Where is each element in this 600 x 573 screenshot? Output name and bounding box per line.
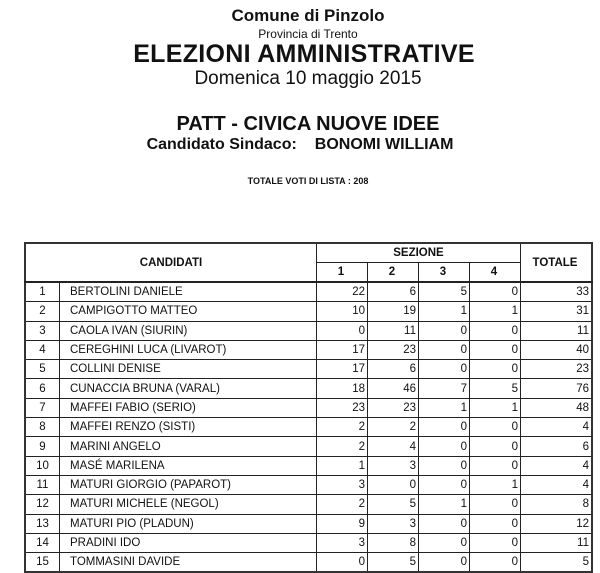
votes-sezione-2: 23 (368, 340, 419, 359)
votes-sezione-3: 1 (419, 398, 470, 417)
comune-title: Comune di Pinzolo (231, 6, 385, 25)
votes-sezione-3: 0 (419, 321, 470, 340)
votes-totale: 31 (521, 302, 593, 321)
votes-totale: 4 (521, 456, 593, 475)
row-number: 5 (25, 360, 60, 379)
table-row (25, 340, 592, 359)
table-row (25, 456, 592, 475)
votes-sezione-3: 1 (419, 302, 470, 321)
votes-sezione-3: 7 (419, 379, 470, 398)
row-number: 14 (25, 533, 60, 552)
candidate-name: TOMMASINI DAVIDE (60, 553, 317, 573)
votes-sezione-2: 11 (368, 321, 419, 340)
votes-sezione-2: 0 (368, 475, 419, 494)
votes-sezione-2: 23 (368, 398, 419, 417)
votes-sezione-1: 2 (317, 437, 368, 456)
votes-sezione-4: 0 (470, 437, 521, 456)
votes-sezione-3: 5 (419, 282, 470, 302)
votes-sezione-2: 3 (368, 514, 419, 533)
votes-sezione-1: 1 (317, 456, 368, 475)
header-totale: TOTALE (521, 243, 593, 282)
candidate-name: MARINI ANGELO (60, 437, 317, 456)
votes-sezione-2: 5 (368, 495, 419, 514)
candidate-name: CEREGHINI LUCA (LIVAROT) (60, 340, 317, 359)
candidate-name: BERTOLINI DANIELE (60, 282, 317, 302)
votes-sezione-4: 0 (470, 533, 521, 552)
votes-sezione-3: 0 (419, 360, 470, 379)
table-row (25, 475, 592, 494)
votes-sezione-4: 0 (470, 321, 521, 340)
votes-totale: 33 (521, 282, 593, 302)
votes-sezione-4: 0 (470, 495, 521, 514)
votes-sezione-2: 6 (368, 360, 419, 379)
votes-sezione-4: 0 (470, 418, 521, 437)
candidate-name: MATURI GIORGIO (PAPAROT) (60, 475, 317, 494)
mayor-candidate (0, 136, 600, 154)
votes-sezione-2: 46 (368, 379, 419, 398)
table-row (25, 282, 592, 302)
votes-totale: 11 (521, 321, 593, 340)
votes-totale: 8 (521, 495, 593, 514)
header-sezione-1: 1 (317, 263, 368, 283)
votes-totale: 12 (521, 514, 593, 533)
row-number: 7 (25, 398, 60, 417)
votes-sezione-3: 0 (419, 340, 470, 359)
votes-sezione-4: 0 (470, 456, 521, 475)
votes-totale: 76 (521, 379, 593, 398)
header-candidati: CANDIDATI (25, 243, 317, 282)
candidate-name: CUNACCIA BRUNA (VARAL) (60, 379, 317, 398)
table-row (25, 398, 592, 417)
mayor-candidate-label: Candidato Sindaco: (146, 136, 297, 153)
votes-totale: 6 (521, 437, 593, 456)
candidate-name: PRADINI IDO (60, 533, 317, 552)
votes-sezione-1: 18 (317, 379, 368, 398)
row-number: 4 (25, 340, 60, 359)
votes-totale: 4 (521, 475, 593, 494)
header-sezione-3: 3 (419, 263, 470, 283)
row-number: 12 (25, 495, 60, 514)
votes-sezione-4: 0 (470, 553, 521, 573)
list-name: PATT - CIVICA NUOVE IDEE (176, 113, 440, 135)
candidate-name: CAMPIGOTTO MATTEO (60, 302, 317, 321)
candidate-name: MASÉ MARILENA (60, 456, 317, 475)
table-row (25, 553, 592, 573)
votes-sezione-1: 22 (317, 282, 368, 302)
candidate-name: MATURI PIO (PLADUN) (60, 514, 317, 533)
table-row (25, 533, 592, 552)
header-sezione-2: 2 (368, 263, 419, 283)
table-row (25, 418, 592, 437)
votes-sezione-4: 1 (470, 398, 521, 417)
row-number: 1 (25, 282, 60, 302)
votes-sezione-2: 6 (368, 282, 419, 302)
election-date: Domenica 10 maggio 2015 (194, 68, 422, 89)
votes-sezione-2: 4 (368, 437, 419, 456)
votes-sezione-3: 0 (419, 514, 470, 533)
votes-sezione-1: 17 (317, 340, 368, 359)
votes-sezione-2: 19 (368, 302, 419, 321)
votes-sezione-1: 17 (317, 360, 368, 379)
row-number: 15 (25, 553, 60, 573)
votes-sezione-1: 0 (317, 321, 368, 340)
votes-totale: 11 (521, 533, 593, 552)
votes-totale: 40 (521, 340, 593, 359)
votes-sezione-1: 2 (317, 418, 368, 437)
votes-sezione-3: 0 (419, 418, 470, 437)
votes-sezione-1: 9 (317, 514, 368, 533)
table-row (25, 302, 592, 321)
votes-totale: 48 (521, 398, 593, 417)
votes-sezione-2: 3 (368, 456, 419, 475)
table-row (25, 495, 592, 514)
row-number: 2 (25, 302, 60, 321)
candidate-name: MAFFEI FABIO (SERIO) (60, 398, 317, 417)
votes-sezione-1: 3 (317, 475, 368, 494)
votes-sezione-2: 8 (368, 533, 419, 552)
row-number: 10 (25, 456, 60, 475)
votes-sezione-1: 2 (317, 495, 368, 514)
votes-sezione-4: 0 (470, 514, 521, 533)
votes-sezione-4: 1 (470, 475, 521, 494)
provincia-subtitle: Provincia di Trento (258, 27, 358, 41)
votes-sezione-2: 2 (368, 418, 419, 437)
document-title: ELEZIONI AMMINISTRATIVE (133, 40, 475, 68)
row-number: 3 (25, 321, 60, 340)
mayor-candidate-name: BONOMI WILLIAM (314, 136, 454, 153)
table-row (25, 360, 592, 379)
votes-sezione-4: 0 (470, 282, 521, 302)
row-number: 13 (25, 514, 60, 533)
votes-sezione-4: 0 (470, 360, 521, 379)
header-sezione-4: 4 (470, 263, 521, 283)
candidate-name: MAFFEI RENZO (SISTI) (60, 418, 317, 437)
votes-sezione-3: 0 (419, 475, 470, 494)
table-row (25, 321, 592, 340)
votes-sezione-1: 3 (317, 533, 368, 552)
votes-sezione-1: 23 (317, 398, 368, 417)
votes-sezione-4: 5 (470, 379, 521, 398)
candidate-name: CAOLA IVAN (SIURIN) (60, 321, 317, 340)
table-row (25, 437, 592, 456)
votes-totale: 23 (521, 360, 593, 379)
votes-sezione-1: 0 (317, 553, 368, 573)
votes-sezione-4: 0 (470, 340, 521, 359)
row-number: 6 (25, 379, 60, 398)
votes-sezione-3: 0 (419, 553, 470, 573)
votes-sezione-3: 0 (419, 437, 470, 456)
votes-sezione-4: 1 (470, 302, 521, 321)
row-number: 9 (25, 437, 60, 456)
candidate-name: COLLINI DENISE (60, 360, 317, 379)
list-total-votes: TOTALE VOTI DI LISTA : 208 (247, 176, 369, 186)
votes-sezione-1: 10 (317, 302, 368, 321)
candidate-name: MATURI MICHELE (NEGOL) (60, 495, 317, 514)
row-number: 8 (25, 418, 60, 437)
votes-totale: 5 (521, 553, 593, 573)
votes-sezione-3: 1 (419, 495, 470, 514)
table-row (25, 514, 592, 533)
table-row (25, 379, 592, 398)
votes-totale: 4 (521, 418, 593, 437)
results-table (24, 242, 593, 573)
header-sezione: SEZIONE (317, 243, 521, 263)
votes-sezione-3: 0 (419, 533, 470, 552)
votes-sezione-2: 5 (368, 553, 419, 573)
row-number: 11 (25, 475, 60, 494)
votes-sezione-3: 0 (419, 456, 470, 475)
